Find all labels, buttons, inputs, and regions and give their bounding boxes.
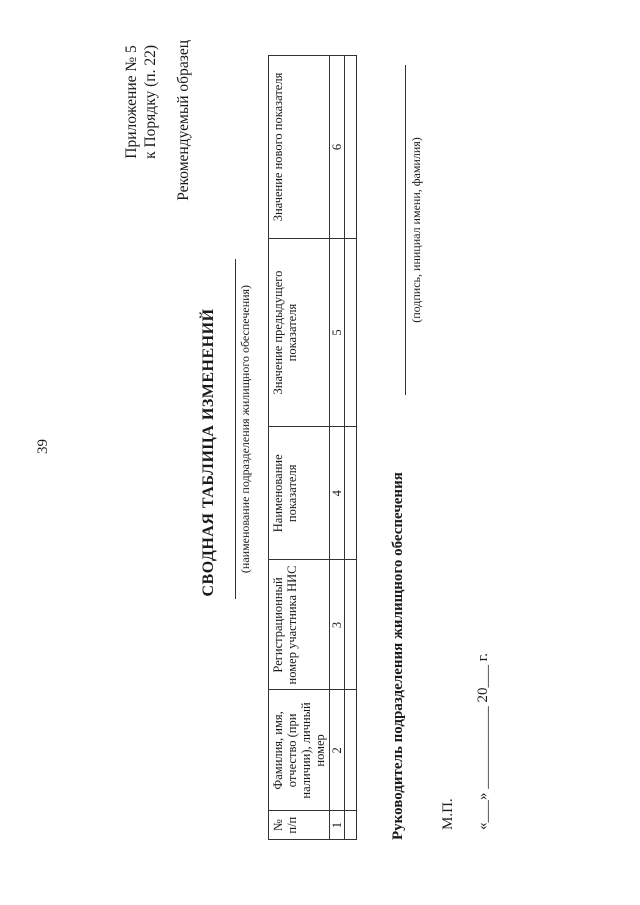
column-number-4: 4 — [330, 427, 345, 560]
table-header-row — [269, 56, 330, 840]
empty-cell — [345, 238, 357, 426]
column-number-3: 3 — [330, 560, 345, 690]
date-line: «___» ___________ 20___ г. — [475, 653, 491, 830]
signature-fill-line — [405, 65, 406, 395]
signature-caption: (подпись, инициал имени, фамилия) — [409, 137, 423, 323]
empty-cell — [345, 560, 357, 690]
empty-cell — [345, 690, 357, 811]
column-number-5: 5 — [330, 238, 345, 426]
appendix-line-2: к Порядку (п. 22) — [142, 45, 159, 159]
header-full-name: Фамилия, имя, отчество (при наличии), личный номер — [269, 690, 330, 811]
column-number-1: 1 — [330, 811, 345, 840]
empty-cell — [345, 811, 357, 840]
column-number-2: 2 — [330, 690, 345, 811]
subdivision-caption: (наименование подразделения жилищного обеспечения) — [238, 284, 252, 574]
appendix-line-1: Приложение № 5 — [123, 45, 140, 159]
header-new-value: Значение нового показателя — [269, 56, 330, 239]
appendix-reference — [122, 45, 160, 159]
recommended-sample-label: Рекомендуемый образец — [175, 40, 192, 201]
page-number: 39 — [35, 439, 51, 454]
table-empty-row — [345, 56, 357, 840]
header-previous-value: Значение предыдущего показателя — [269, 238, 330, 426]
seal-placeholder: М.П. — [440, 798, 456, 830]
empty-cell — [345, 56, 357, 239]
header-registration-number: Регистрационный номер участника НИС — [269, 560, 330, 690]
document-sheet — [100, 0, 520, 905]
subdivision-fill-line — [235, 259, 236, 599]
column-number-6: 6 — [330, 56, 345, 239]
empty-cell — [345, 427, 357, 560]
document-title: СВОДНАЯ ТАБЛИЦА ИЗМЕНЕНИЙ — [200, 308, 217, 597]
header-number: № п/п — [269, 811, 330, 840]
table-numbering-row — [330, 56, 345, 840]
header-indicator-name: Наименование показателя — [269, 427, 330, 560]
summary-table — [268, 55, 357, 840]
head-of-subdivision-label: Руководитель подразделения жилищного обеспечения — [390, 472, 406, 840]
